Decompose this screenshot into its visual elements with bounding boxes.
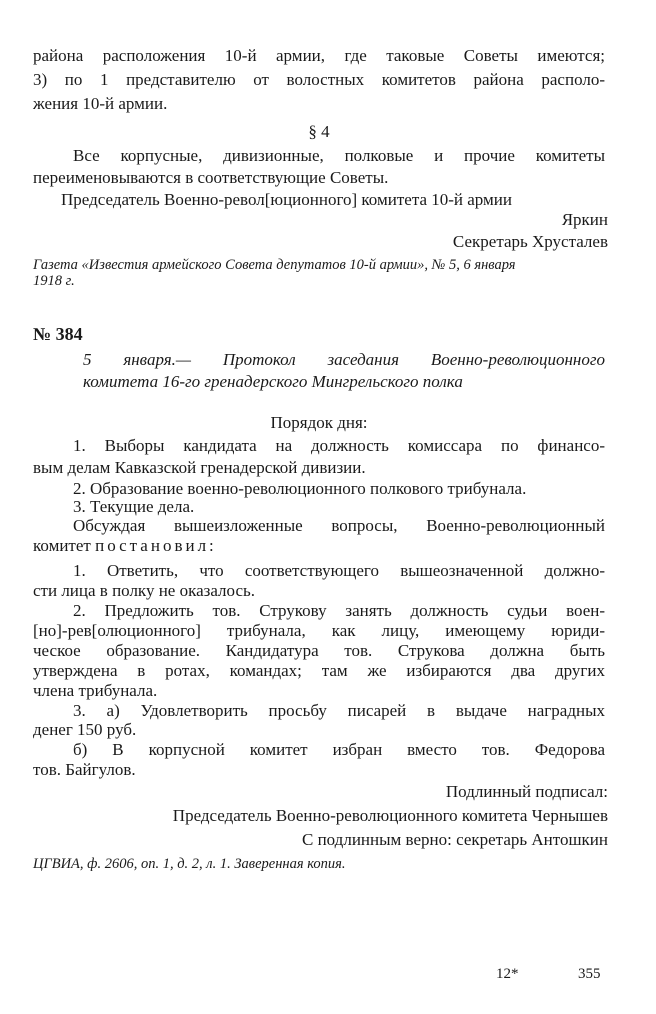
secretary-line: Секретарь Хрусталев: [452, 232, 608, 251]
decision-line: 1. Ответить, что соответствующего вышеозначенной должно-: [73, 561, 605, 580]
text-line: Все корпусные, дивизионные, полковые и прочие комитеты: [73, 146, 605, 165]
signature-copy: С подлинным верно: секретарь Антошкин: [301, 830, 608, 849]
page-number: 355: [578, 966, 601, 982]
text-line: переименовываются в соответствующие Советы.: [33, 168, 389, 187]
document-title-line: 5 января.— Протокол заседания Военно-революционного: [83, 350, 605, 369]
source-line: Газета «Известия армейского Совета депутатов 10-й армии», № 5, 6 января: [33, 257, 516, 273]
signed-heading: Подлинный подписал:: [445, 782, 608, 801]
decision-line: 2. Предложить тов. Струкову занять должность судьи воен-: [73, 601, 605, 620]
discussion-line: [33, 536, 605, 556]
agenda-heading: Порядок дня:: [270, 413, 368, 432]
decision-line: денег 150 руб.: [33, 720, 137, 739]
decision-line: утверждена в ротах, командах; там же избираются два других: [33, 661, 605, 680]
text-line: жения 10-й армии.: [33, 94, 168, 113]
agenda-line: 2. Образование военно-революционного полкового трибунала.: [73, 479, 527, 498]
decision-line: сти лица в полку не оказалось.: [33, 581, 256, 600]
agenda-line: 3. Текущие дела.: [73, 497, 195, 516]
agenda-line: вым делам Кавказской гренадерской дивизии.: [33, 458, 366, 477]
resolution-word: постановил:: [95, 536, 217, 555]
decision-line: ческое образование. Кандидатура тов. Струкова должна быть: [33, 641, 605, 660]
source-line: 1918 г.: [33, 273, 75, 289]
source-line: ЦГВИА, ф. 2606, оп. 1, д. 2, л. 1. Заверенная копия.: [33, 856, 346, 872]
discussion-line: Обсуждая вышеизложенные вопросы, Военно-революционный: [73, 516, 605, 535]
text-line: 3) по 1 представителю от волостных комитетов района располо-: [33, 70, 605, 89]
decision-line: [но]-рев[олюционного] трибунала, как лицу, имеющему юриди-: [33, 621, 605, 640]
signature-chair: Председатель Военно-революционного комитета Чернышев: [172, 806, 608, 825]
signature-mark: 12*: [496, 966, 519, 982]
agenda-line: 1. Выборы кандидата на должность комиссара по финансо-: [73, 436, 605, 455]
text-line: района расположения 10-й армии, где таковые Советы имеются;: [33, 46, 605, 65]
document-number: № 384: [33, 324, 83, 344]
decision-line: тов. Байгулов.: [33, 760, 136, 779]
decision-line: 3. а) Удовлетворить просьбу писарей в выдаче наградных: [73, 701, 605, 720]
decision-line: б) В корпусной комитет избран вместо тов. Федорова: [73, 740, 605, 759]
section-mark: § 4: [308, 122, 330, 141]
chair-line: Председатель Военно-револ[юционного] комитета 10-й армии: [61, 190, 512, 209]
chair-name: Яркин: [561, 210, 608, 229]
document-title-line: комитета 16-го гренадерского Мингрельского полка: [83, 372, 463, 391]
decision-line: члена трибунала.: [33, 681, 158, 700]
discussion-prefix: комитет: [33, 536, 91, 555]
